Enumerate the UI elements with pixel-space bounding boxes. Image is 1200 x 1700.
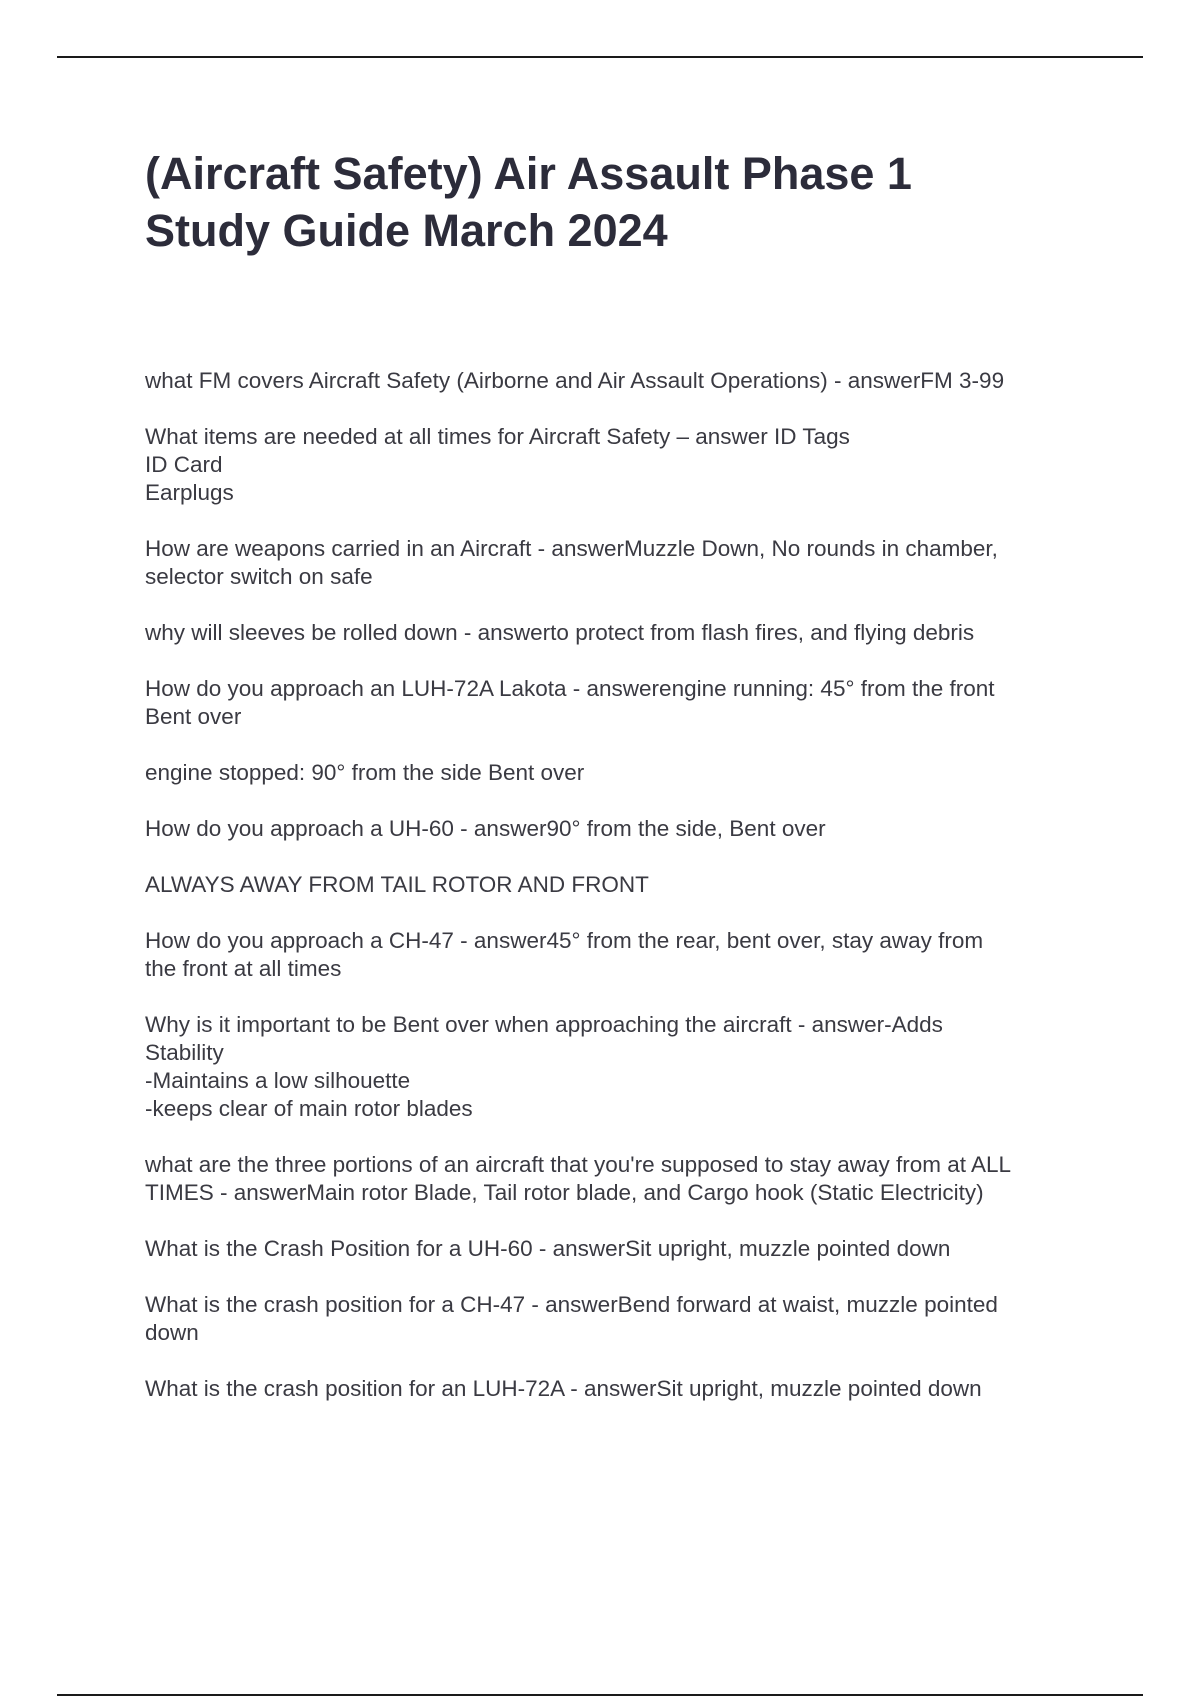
qa-line: How do you approach a UH-60 - answer90° from the side, Bent over bbox=[145, 816, 826, 841]
qa-item bbox=[145, 619, 1085, 647]
qa-line: What items are needed at all times for Aircraft Safety – answer ID Tags bbox=[145, 424, 850, 449]
page-title bbox=[145, 145, 1065, 259]
qa-line: What is the crash position for a CH-47 - answerBend forward at waist, muzzle pointed bbox=[145, 1292, 998, 1317]
page-title-line: Study Guide March 2024 bbox=[145, 205, 668, 256]
qa-line: what are the three portions of an aircraft that you're supposed to stay away from at ALL bbox=[145, 1152, 1012, 1177]
qa-line: How do you approach a CH-47 - answer45° from the rear, bent over, stay away from bbox=[145, 928, 984, 953]
qa-line: -Maintains a low silhouette bbox=[145, 1068, 411, 1093]
qa-line: How are weapons carried in an Aircraft - answerMuzzle Down, No rounds in chamber, bbox=[145, 536, 998, 561]
qa-line: Why is it important to be Bent over when approaching the aircraft - answer-Adds bbox=[145, 1012, 943, 1037]
qa-list bbox=[145, 367, 1085, 1431]
qa-item bbox=[145, 1011, 1085, 1123]
qa-line: the front at all times bbox=[145, 956, 342, 981]
qa-line: what FM covers Aircraft Safety (Airborne and Air Assault Operations) - answerFM 3-99 bbox=[145, 368, 1005, 393]
qa-item bbox=[145, 871, 1085, 899]
qa-line: down bbox=[145, 1320, 199, 1345]
qa-line: Stability bbox=[145, 1040, 224, 1065]
qa-line: ID Card bbox=[145, 452, 223, 477]
qa-line: TIMES - answerMain rotor Blade, Tail rotor blade, and Cargo hook (Static Electricity) bbox=[145, 1180, 984, 1205]
qa-line: How do you approach an LUH-72A Lakota - answerengine running: 45° from the front bbox=[145, 676, 995, 701]
qa-item bbox=[145, 675, 1085, 731]
qa-line: What is the crash position for an LUH-72A - answerSit upright, muzzle pointed down bbox=[145, 1376, 982, 1401]
qa-line: What is the Crash Position for a UH-60 - answerSit upright, muzzle pointed down bbox=[145, 1236, 951, 1261]
qa-item bbox=[145, 1235, 1085, 1263]
qa-item bbox=[145, 815, 1085, 843]
qa-item bbox=[145, 535, 1085, 591]
qa-item bbox=[145, 1375, 1085, 1403]
qa-line: selector switch on safe bbox=[145, 564, 373, 589]
qa-line: Bent over bbox=[145, 704, 242, 729]
bottom-rule bbox=[57, 1694, 1143, 1696]
page-title-line: (Aircraft Safety) Air Assault Phase 1 bbox=[145, 148, 912, 199]
qa-item bbox=[145, 1151, 1085, 1207]
top-rule bbox=[57, 56, 1143, 58]
qa-item bbox=[145, 1291, 1085, 1347]
qa-line: Earplugs bbox=[145, 480, 234, 505]
qa-item bbox=[145, 927, 1085, 983]
qa-line: -keeps clear of main rotor blades bbox=[145, 1096, 473, 1121]
qa-line: ALWAYS AWAY FROM TAIL ROTOR AND FRONT bbox=[145, 872, 649, 897]
qa-item bbox=[145, 367, 1085, 395]
qa-item bbox=[145, 759, 1085, 787]
qa-item bbox=[145, 423, 1085, 507]
qa-line: why will sleeves be rolled down - answerto protect from flash fires, and flying debris bbox=[145, 620, 975, 645]
qa-line: engine stopped: 90° from the side Bent over bbox=[145, 760, 585, 785]
